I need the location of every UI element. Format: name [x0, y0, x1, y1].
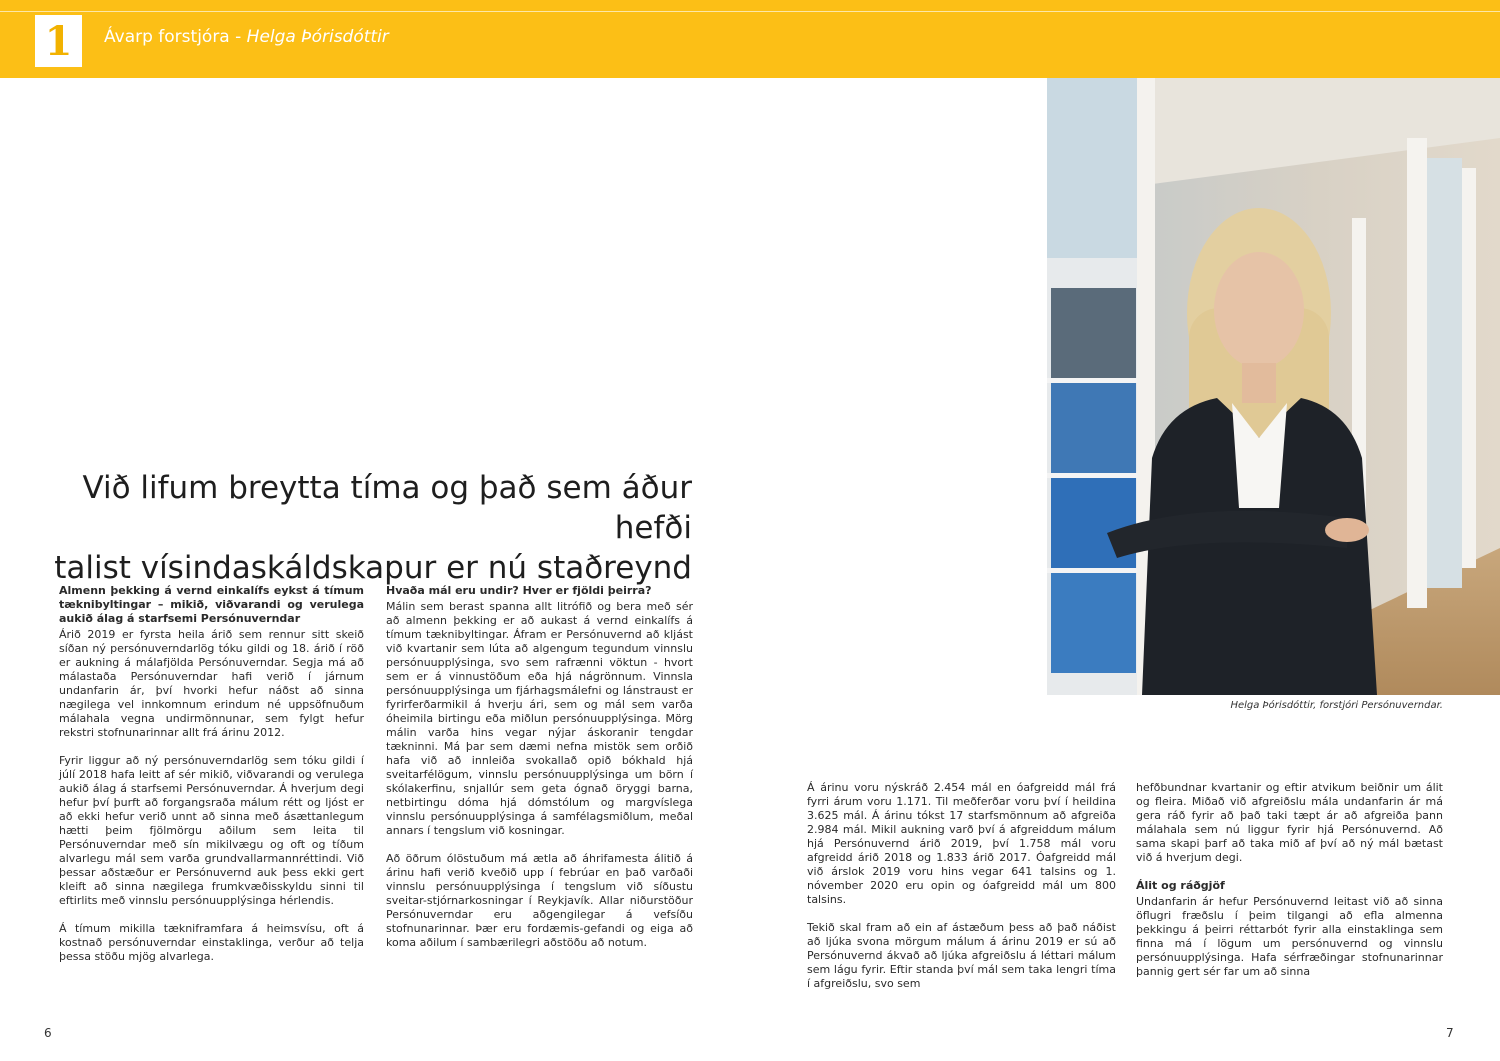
column-4-paragraph: hefðbundnar kvartanir og eftir atvikum beiðnir um álit og fleira. Miðað við afgreiðslu mála undanfarin ár má gera ráð fyrir að það taki tæpt ár að afgreiða þann málahala sem nú liggur fyrir hjá Persónuvernd. Að sama skapi þarf að taka mið af því að ný mál bætast við á hverjum degi. — [1136, 781, 1443, 864]
headline-line-2: talist vísindaskáldskapur er nú staðreynd — [54, 550, 692, 586]
column-2-heading: Hvaða mál eru undir? Hver er fjöldi þeirra? — [386, 584, 652, 597]
column-2-paragraph: Að öðrum ólöstuðum má ætla að áhrifamesta álitið á árinu hafi verið kveðið upp í febrúar en það varðaði vinnslu persónuupplýsinga í tengslum við síðustu sveitar-stjórnarkosningar í Reykjavík. Allar niðurstöður Persónuverndar eru aðgengilegar á vefsíðu stofnunarinnar. Þær eru fordæmis-gefandi og eiga að koma aðilum í sambærilegri aðstöðu að notum. — [386, 852, 693, 949]
text-column-2 — [386, 584, 693, 964]
column-1-heading: Almenn þekking á vernd einkalífs eykst á tímum tæknibyltingar – mikið, viðvarandi og verulega aukið álag á starfsemi Persónuverndar — [59, 584, 364, 625]
photo-caption: Helga Þórisdóttir, forstjóri Persónuverndar. — [1230, 700, 1443, 711]
text-column-1 — [59, 584, 364, 978]
text-column-4 — [1136, 781, 1443, 993]
chapter-title-author: Helga Þórisdóttir — [246, 27, 389, 47]
column-4-heading: Álit og ráðgjöf — [1136, 879, 1225, 892]
header-rule — [0, 11, 1500, 12]
text-column-3 — [807, 781, 1116, 1005]
column-1-paragraph: Á tímum mikilla tækniframfara á heimsvísu, oft á kostnað persónuverndar einstaklinga, verður að telja þessa stöðu mjög alvarlega. — [59, 922, 364, 963]
headline-line-1: Við lifum breytta tíma og það sem áður hefði — [82, 470, 692, 546]
page-number-left: 6 — [44, 1026, 52, 1040]
column-1-paragraph: Fyrir liggur að ný persónuverndarlög sem tóku gildi í júlí 2018 hafa leitt af sér mikið, viðvarandi og verulega aukið álag á starfsemi Persónuverndar. Á hverjum degi hefur því þurft að forgangsraða málum rétt og ljóst er að ekki hefur verið unnt að sinna með ásættanlegum hætti þeim fjölmörgu aðilum sem leita til Persónuverndar með sín mikilvægu og oft og tíðum alvarlegu mál sem varða grundvallarmannréttindi. Við þessar aðstæður er Persónuvernd auk þess ekki gert kleift að sinna nægilega frumkvæðisskyldu sinni til eftirlits með vinnslu persónuupplýsinga hérlendis. — [59, 754, 364, 907]
column-3-paragraph: Tekið skal fram að ein af ástæðum þess að það náðist að ljúka svona mörgum málum á árinu 2019 er sú að Persónuvernd ákvað að ljúka afgreiðslu á léttari málum sem lágu fyrir. Eftir standa því mál sem taka lengri tíma í afgreiðslu, svo sem — [807, 921, 1116, 990]
column-2-paragraph: Málin sem berast spanna allt litrófið og bera með sér að almenn þekking er að aukast á vernd einkalífs á tímum tæknibyltingar. Áfram er Persónuvernd að kljást við kvartanir sem lúta að algengum tegundum vinnslu persónuupplýsinga, svo sem rafrænni vöktun - hvort sem er á vinnustöðum eða hjá nágrönnum. Vinnsla persónuupplýsinga um fjárhagsmálefni og lánstraust er fyrirferðarmikil á hverju ári, sem og mál sem varða óheimila birtingu eða miðlun persónuupplýsinga. Mörg málin varða hins vegar nýjar áskoranir tengdar tækninni. Má þar sem dæmi nefna mistök sem orðið hafa við að innleiða svokallað opið bókhald hjá sveitarfélögum, vinnslu persónuupplýsinga um börn í skólakerfinu, snjallúr sem geta ógnað öryggi barna, netbirtingu dóma hjá dómstólum og margvíslega vinnslu persónuupplýsinga á samfélagsmiðlum, meðal annars í tengslum við kosningar. — [386, 600, 693, 837]
page-number-right: 7 — [1446, 1026, 1454, 1040]
chapter-number: 1 — [35, 15, 82, 67]
column-1-paragraph: Árið 2019 er fyrsta heila árið sem rennur sitt skeið síðan ný persónuverndarlög tóku gildi og 18. árið í röð er aukning á málafjölda Persónuverndar. Segja má að málastaða Persónuverndar hafi verið í járnum undanfarin ár, því hvorki hefur náðst að sinna nægilega vel innkomnum erindum né uppsöfnuðum málahala vegna undirmönnunar, sem fylgt hefur rekstri stofnunarinnar allt frá árinu 2012. — [59, 628, 364, 739]
page-headline — [40, 468, 692, 588]
column-3-paragraph: Á árinu voru nýskráð 2.454 mál en óafgreidd mál frá fyrri árum voru 1.171. Til meðferðar voru því í heildina 3.625 mál. Á árinu tókst 17 starfsmönnum að afgreiða 2.984 mál. Mikil aukning varð því á afgreiddum málum hjá Persónuvernd árið 2019, því 1.758 mál voru afgreidd árið 2018 og 1.833 árið 2017. Óafgreidd mál við árslok 2019 voru hins vegar 641 talsins og 1. nóvember 2020 eru opin og óafgreidd mál um 800 talsins. — [807, 781, 1116, 906]
chapter-title-prefix: Ávarp forstjóra - — [104, 27, 247, 47]
chapter-title — [104, 27, 389, 47]
column-4-paragraph: Undanfarin ár hefur Persónuvernd leitast við að sinna öflugri fræðslu í þeim tilgangi að efla almenna þekkingu á þeirri réttarbót fyrir alla einstaklinga sem finna má í lögum um persónuvernd og vinnslu persónuupplýsinga. Hafa sérfræðingar stofnunarinnar þannig gert sér far um að sinna — [1136, 895, 1443, 978]
director-portrait-photo — [1047, 78, 1500, 695]
